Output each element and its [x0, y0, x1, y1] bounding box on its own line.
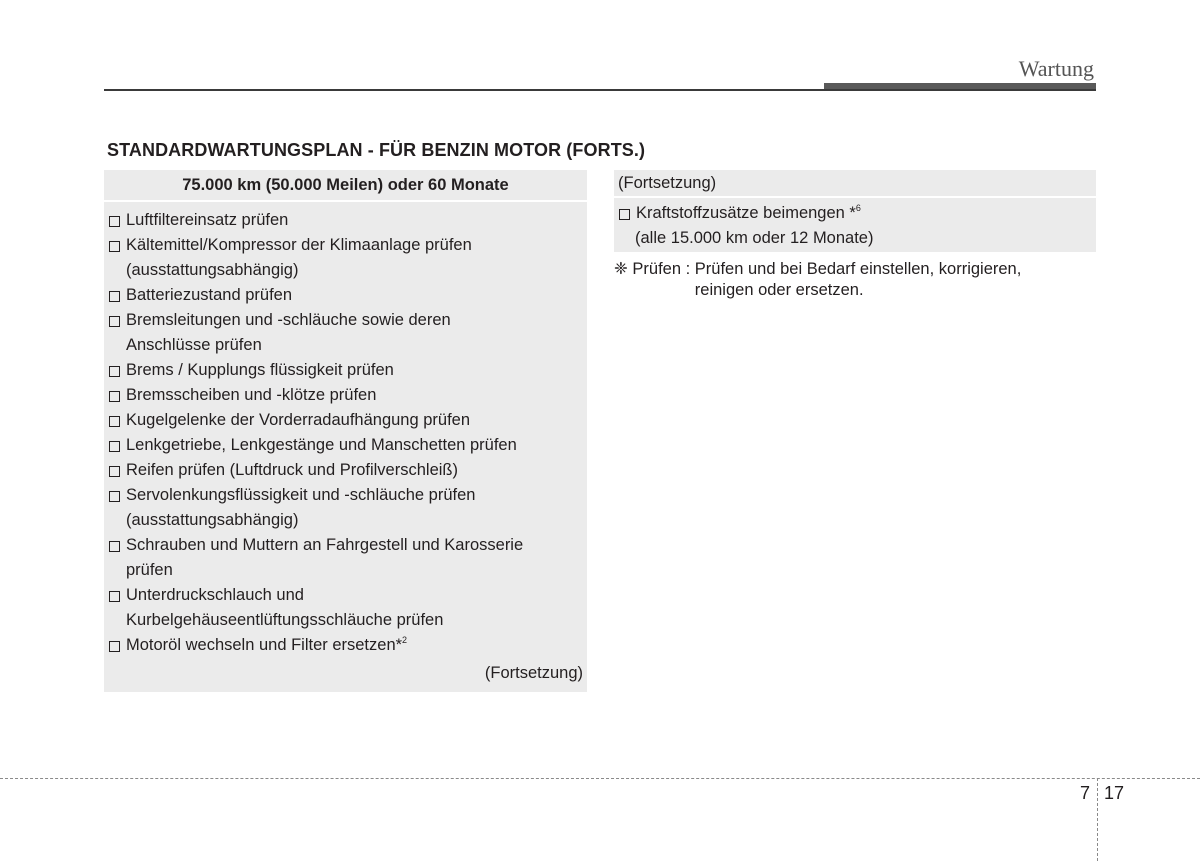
checklist-item-text: Motoröl wechseln und Filter ersetzen*$^2$	[126, 635, 408, 654]
section-title: STANDARDWARTUNGSPLAN - FÜR BENZIN MOTOR (FORTS.)	[107, 140, 646, 160]
checkbox-icon	[109, 491, 120, 502]
checkbox-icon	[109, 441, 120, 452]
checkbox-icon	[109, 366, 120, 377]
header-rule	[104, 89, 1096, 91]
page-number: 17	[1104, 783, 1125, 803]
checklist-item	[107, 633, 587, 658]
checklist-item-text: Batteriezustand prüfen	[126, 286, 293, 304]
checkbox-icon	[109, 541, 120, 552]
checkbox-icon	[109, 391, 120, 402]
checklist-item	[107, 583, 587, 633]
checklist-item	[107, 358, 587, 383]
checkbox-icon	[109, 641, 120, 652]
checkbox-icon	[109, 416, 120, 427]
checklist	[104, 202, 587, 658]
checkbox-icon	[619, 209, 630, 220]
checklist-item	[107, 308, 587, 358]
checklist-item-text: Reifen prüfen (Luftdruck und Profilverschleiß)	[126, 461, 458, 479]
box-heading: 75.000 km (50.000 Meilen) oder 60 Monate	[104, 170, 587, 202]
checklist-item-text: Bremsscheiben und -klötze prüfen	[126, 386, 377, 404]
checklist-item	[107, 408, 587, 433]
checklist-item	[107, 433, 587, 458]
maintenance-box-75000	[104, 170, 587, 692]
checklist-item-text: Kraftstoffzusätze beimengen *$^6$	[636, 203, 861, 222]
footnote-marker: 2	[402, 635, 408, 645]
checklist-item-text: Luftfiltereinsatz prüfen	[126, 211, 289, 229]
checkbox-icon	[109, 591, 120, 602]
checkbox-icon	[109, 466, 120, 477]
checklist-item-text: Kugelgelenke der Vorderradaufhängung prüfen	[126, 411, 471, 429]
checklist-item-text: Schrauben und Muttern an Fahrgestell und Karosserie prüfen	[126, 536, 524, 579]
checklist-item-interval: (alle 15.000 km oder 12 Monate)	[635, 229, 874, 247]
checklist-item	[107, 383, 587, 408]
checklist-item-text: Unterdruckschlauch und Kurbelgehäuseentlüftungsschläuche prüfen	[126, 586, 444, 629]
checkbox-icon	[109, 216, 120, 227]
checklist-item-text: Brems / Kupplungs flüssigkeit prüfen	[126, 361, 394, 379]
checklist-item	[107, 283, 587, 308]
continued-label: (Fortsetzung)	[614, 170, 1096, 198]
footer-divider	[1097, 778, 1098, 861]
checklist-item-text: Servolenkungsflüssigkeit und -schläuche prüfen (ausstattungsabhängig)	[126, 486, 476, 529]
checklist-item	[107, 458, 587, 483]
maintenance-box-continued	[614, 170, 1096, 252]
note-text: Prüfen und bei Bedarf einstellen, korrigieren, reinigen oder ersetzen.	[694, 260, 1022, 299]
checkbox-icon	[109, 291, 120, 302]
checklist-item-text: Lenkgetriebe, Lenkgestänge und Manschetten prüfen	[126, 436, 517, 454]
checklist-item	[107, 233, 587, 283]
continued-label: (Fortsetzung)	[484, 664, 583, 682]
checklist-item	[107, 208, 587, 233]
chapter-title: Wartung	[1018, 56, 1094, 81]
checkbox-icon	[109, 241, 120, 252]
checkbox-icon	[109, 316, 120, 327]
footer-rule	[0, 778, 1200, 779]
checklist-item-text: Kältemittel/Kompressor der Klimaanlage prüfen (ausstattungsabhängig)	[126, 236, 472, 279]
checklist-item	[107, 533, 587, 583]
footnote-marker: 6	[855, 203, 861, 213]
checklist-item	[614, 198, 1096, 226]
note-label: ❈ Prüfen :	[614, 260, 695, 278]
definition-note	[614, 259, 1096, 301]
chapter-number: 7	[1080, 783, 1091, 803]
checklist-item-text: Bremsleitungen und -schläuche sowie deren Anschlüsse prüfen	[126, 311, 451, 354]
checklist-item	[107, 483, 587, 533]
